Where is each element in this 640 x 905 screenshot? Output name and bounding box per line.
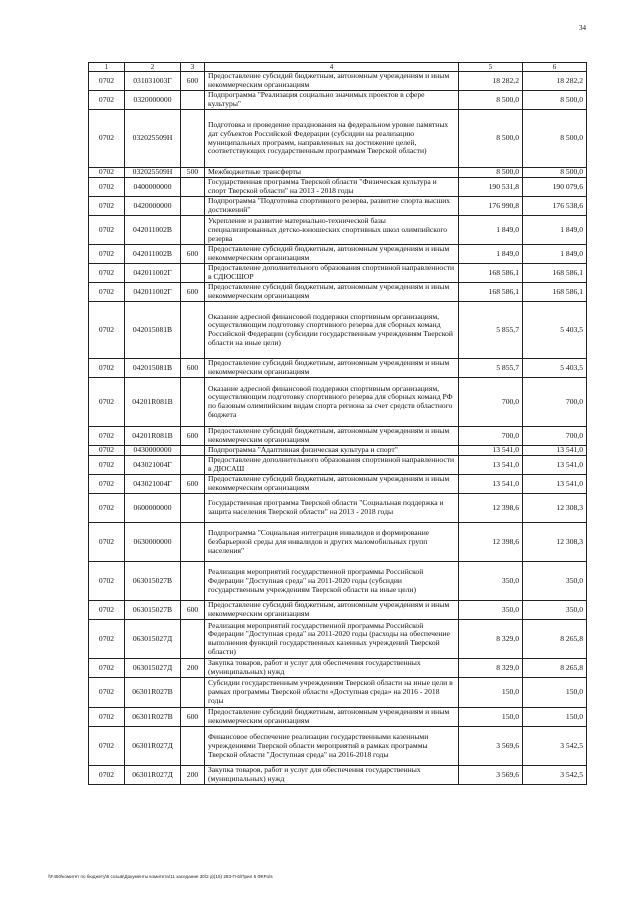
item-name: Закупка товаров, работ и услуг для обеспечения государственных (муниципальных) нужд: [205, 659, 459, 678]
expense-type-code: 600: [181, 601, 205, 620]
table-row: [89, 283, 587, 302]
table-row: [89, 727, 587, 766]
expense-type-code: 600: [181, 708, 205, 727]
expense-type-code: [181, 264, 205, 283]
amount-plan: 5 855,7: [459, 359, 523, 378]
item-name: Государственная программа Тверской области "Физическая культура и спорт Тверской области" на 2013 - 2018 годы: [205, 178, 459, 197]
amount-actual: 18 282,2: [523, 72, 587, 91]
target-article-code: 042015081В: [125, 302, 181, 359]
target-article-code: 0420000000: [125, 197, 181, 216]
item-name: Подготовка и проведение празднования на федеральном уровне памятных дат субъектов Российской Федерации (субсидии на реализацию муниципальных программ, направленных на достижение целей, соответствующих государственным программам Тверской области): [205, 110, 459, 168]
target-article-code: 043021004Г: [125, 475, 181, 494]
amount-plan: 5 855,7: [459, 302, 523, 359]
section-code: 0702: [89, 302, 125, 359]
amount-actual: 3 542,5: [523, 727, 587, 766]
item-name: Предоставление субсидий бюджетным, автономным учреждениям и иным некоммерческим организациям: [205, 359, 459, 378]
item-name: Предоставление субсидий бюджетным, автономным учреждениям и иным некоммерческим организациям: [205, 72, 459, 91]
amount-actual: 13 541,0: [523, 475, 587, 494]
amount-actual: 150,0: [523, 678, 587, 708]
amount-actual: 1 849,0: [523, 216, 587, 245]
section-code: 0702: [89, 264, 125, 283]
header-col-3: 3: [181, 63, 205, 72]
amount-plan: 150,0: [459, 678, 523, 708]
item-name: Предоставление субсидий бюджетным, автономным учреждениям и иным некоммерческим организациям: [205, 427, 459, 446]
expense-type-code: [181, 378, 205, 427]
item-name: Закупка товаров, работ и услуг для обеспечения государственных (муниципальных) нужд: [205, 766, 459, 785]
section-code: 0702: [89, 197, 125, 216]
expense-type-code: 500: [181, 168, 205, 178]
amount-actual: 5 403,5: [523, 302, 587, 359]
table-row: [89, 264, 587, 283]
item-name: Предоставление субсидий бюджетным, автономным учреждениям и иным некоммерческим организациям: [205, 283, 459, 302]
file-path-footer: \\F450\комитет по бюджету\6 созыв\Документы комитета\11 заседание 30\2 д\(15) 283-П-6\Прил 5 ФКР.xls: [48, 874, 273, 879]
item-name: Предоставление дополнительного образования спортивной направленности в ДЮСАШ: [205, 456, 459, 475]
target-article-code: 063015027Д: [125, 620, 181, 659]
amount-plan: 1 849,0: [459, 216, 523, 245]
section-code: 0702: [89, 359, 125, 378]
amount-plan: 168 586,1: [459, 264, 523, 283]
expense-type-code: [181, 494, 205, 523]
expense-type-code: [181, 456, 205, 475]
amount-actual: 8 265,8: [523, 620, 587, 659]
target-article-code: 0400000000: [125, 178, 181, 197]
amount-actual: 168 586,1: [523, 283, 587, 302]
target-article-code: 0630000000: [125, 523, 181, 562]
amount-plan: 700,0: [459, 427, 523, 446]
target-article-code: 032025509Н: [125, 168, 181, 178]
amount-plan: 8 329,0: [459, 620, 523, 659]
target-article-code: 06301R027В: [125, 678, 181, 708]
section-code: 0702: [89, 620, 125, 659]
expense-type-code: [181, 727, 205, 766]
expense-type-code: 600: [181, 283, 205, 302]
table-row: [89, 494, 587, 523]
amount-plan: 18 282,2: [459, 72, 523, 91]
amount-actual: 13 541,0: [523, 446, 587, 456]
amount-actual: 8 500,0: [523, 168, 587, 178]
amount-plan: 8 500,0: [459, 110, 523, 168]
expense-type-code: [181, 216, 205, 245]
expense-type-code: [181, 523, 205, 562]
amount-actual: 3 542,5: [523, 766, 587, 785]
target-article-code: 04201R081В: [125, 427, 181, 446]
item-name: Реализация мероприятий государственной программы Российской Федерации "Доступная среда" на 2011-2020 годы (субсидии государственным учреждениям Тверской области на иные цели): [205, 562, 459, 601]
section-code: 0702: [89, 456, 125, 475]
amount-actual: 190 079,6: [523, 178, 587, 197]
amount-actual: 8 265,8: [523, 659, 587, 678]
item-name: Оказание адресной финансовой поддержки спортивным организациям, осуществляющим подготовку спортивного резерва для сборных команд РФ по базовым олимпийским видам спорта региона за счет средств областного бюджета: [205, 378, 459, 427]
expense-type-code: 600: [181, 359, 205, 378]
target-article-code: 042015081В: [125, 359, 181, 378]
table-row: [89, 562, 587, 601]
amount-plan: 176 990,8: [459, 197, 523, 216]
item-name: Предоставление субсидий бюджетным, автономным учреждениям и иным некоммерческим организациям: [205, 708, 459, 727]
table-row: [89, 523, 587, 562]
amount-actual: 13 541,0: [523, 456, 587, 475]
item-name: Финансовое обеспечение реализации государственными казенными учреждениями Тверской области мероприятий в рамках программы Тверской области "Доступная среда" на 2016-2018 годы: [205, 727, 459, 766]
target-article-code: 0430000000: [125, 446, 181, 456]
header-col-2: 2: [125, 63, 181, 72]
section-code: 0702: [89, 245, 125, 264]
amount-actual: 700,0: [523, 427, 587, 446]
header-col-5: 5: [459, 63, 523, 72]
amount-plan: 3 569,6: [459, 766, 523, 785]
section-code: 0702: [89, 475, 125, 494]
item-name: Предоставление субсидий бюджетным, автономным учреждениям и иным некоммерческим организациям: [205, 475, 459, 494]
item-name: Субсидии государственным учреждениям Тверской области на иные цели в рамках программы Тверской области «Доступная среда» на 2016 - 2018 годы: [205, 678, 459, 708]
table-row: [89, 446, 587, 456]
amount-actual: 168 586,1: [523, 264, 587, 283]
target-article-code: 0600000000: [125, 494, 181, 523]
amount-actual: 5 403,5: [523, 359, 587, 378]
item-name: Укрепление и развитие материально-технической базы специализированных детско-юношеских спортивных школ олимпийского резерва: [205, 216, 459, 245]
table-row: [89, 601, 587, 620]
item-name: Государственная программа Тверской области "Социальная поддержка и защита населения Тверской области" на 2013 - 2018 годы: [205, 494, 459, 523]
header-col-1: 1: [89, 63, 125, 72]
section-code: 0702: [89, 168, 125, 178]
table-row: [89, 378, 587, 427]
page-number: 34: [579, 24, 586, 32]
target-article-code: 032025509Н: [125, 110, 181, 168]
section-code: 0702: [89, 766, 125, 785]
section-code: 0702: [89, 110, 125, 168]
target-article-code: 063015027Д: [125, 659, 181, 678]
amount-plan: 8 500,0: [459, 91, 523, 110]
table-row: [89, 216, 587, 245]
expense-type-code: 600: [181, 475, 205, 494]
item-name: Подпрограмма "Реализация социально значимых проектов в сфере культуры": [205, 91, 459, 110]
amount-plan: 150,0: [459, 708, 523, 727]
expense-type-code: [181, 620, 205, 659]
table-row: [89, 91, 587, 110]
section-code: 0702: [89, 601, 125, 620]
expense-type-code: [181, 178, 205, 197]
target-article-code: 042011002Г: [125, 283, 181, 302]
amount-plan: 350,0: [459, 601, 523, 620]
amount-plan: 8 329,0: [459, 659, 523, 678]
target-article-code: 042011002В: [125, 245, 181, 264]
header-col-6: 6: [523, 63, 587, 72]
expense-type-code: 600: [181, 245, 205, 264]
section-code: 0702: [89, 727, 125, 766]
amount-actual: 350,0: [523, 562, 587, 601]
amount-plan: 13 541,0: [459, 475, 523, 494]
target-article-code: 063015027В: [125, 601, 181, 620]
section-code: 0702: [89, 708, 125, 727]
expense-type-code: 200: [181, 659, 205, 678]
amount-actual: 8 500,0: [523, 110, 587, 168]
table-row: [89, 708, 587, 727]
table-row: [89, 302, 587, 359]
amount-plan: 3 569,6: [459, 727, 523, 766]
amount-plan: 13 541,0: [459, 456, 523, 475]
target-article-code: 06301R027Д: [125, 727, 181, 766]
expense-type-code: [181, 678, 205, 708]
section-code: 0702: [89, 283, 125, 302]
table-row: [89, 620, 587, 659]
section-code: 0702: [89, 446, 125, 456]
item-name: Реализация мероприятий государственной программы Российской Федерации "Доступная среда" на 2011-2020 годы (расходы на обеспечение выполнения функций государственных казенных учреждений Тверской области): [205, 620, 459, 659]
section-code: 0702: [89, 91, 125, 110]
table-row: [89, 427, 587, 446]
section-code: 0702: [89, 562, 125, 601]
table-row: [89, 168, 587, 178]
section-code: 0702: [89, 378, 125, 427]
item-name: Подпрограмма "Социальная интеграция инвалидов и формирование безбарьерной среды для инвалидов и других маломобильных групп населения": [205, 523, 459, 562]
item-name: Оказание адресной финансовой поддержки спортивным организациям, осуществляющим подготовку спортивного резерва для сборных команд Российской Федерации (субсидии государственным учреждениям Тверской области на иные цели): [205, 302, 459, 359]
amount-actual: 176 538,6: [523, 197, 587, 216]
amount-plan: 12 398,6: [459, 494, 523, 523]
expense-type-code: [181, 562, 205, 601]
expense-type-code: [181, 302, 205, 359]
target-article-code: 043021004Г: [125, 456, 181, 475]
target-article-code: 063015027В: [125, 562, 181, 601]
table-header-row: [89, 63, 587, 72]
expense-type-code: 600: [181, 427, 205, 446]
section-code: 0702: [89, 178, 125, 197]
table-row: [89, 659, 587, 678]
table-row: [89, 475, 587, 494]
target-article-code: 031031003Г: [125, 72, 181, 91]
amount-actual: 700,0: [523, 378, 587, 427]
amount-plan: 168 586,1: [459, 283, 523, 302]
item-name: Предоставление дополнительного образования спортивной направленности в СДЮСШОР: [205, 264, 459, 283]
budget-table: [88, 62, 587, 785]
section-code: 0702: [89, 427, 125, 446]
expense-type-code: [181, 197, 205, 216]
item-name: Подпрограмма "Подготовка спортивного резерва, развитие спорта высших достижений": [205, 197, 459, 216]
section-code: 0702: [89, 216, 125, 245]
table-row: [89, 359, 587, 378]
expense-type-code: [181, 91, 205, 110]
header-col-4: 4: [205, 63, 459, 72]
table-row: [89, 178, 587, 197]
item-name: Предоставление субсидий бюджетным, автономным учреждениям и иным некоммерческим организациям: [205, 601, 459, 620]
table-row: [89, 72, 587, 91]
amount-actual: 12 308,3: [523, 523, 587, 562]
table-row: [89, 197, 587, 216]
amount-actual: 350,0: [523, 601, 587, 620]
amount-actual: 1 849,0: [523, 245, 587, 264]
amount-plan: 190 531,8: [459, 178, 523, 197]
target-article-code: 04201R081В: [125, 378, 181, 427]
amount-actual: 8 500,0: [523, 91, 587, 110]
item-name: Предоставление субсидий бюджетным, автономным учреждениям и иным некоммерческим организациям: [205, 245, 459, 264]
section-code: 0702: [89, 72, 125, 91]
amount-plan: 350,0: [459, 562, 523, 601]
target-article-code: 042011002Г: [125, 264, 181, 283]
target-article-code: 06301R027В: [125, 708, 181, 727]
amount-plan: 700,0: [459, 378, 523, 427]
amount-plan: 13 541,0: [459, 446, 523, 456]
item-name: Подпрограмма "Адаптивная физическая культура и спорт": [205, 446, 459, 456]
target-article-code: 0320000000: [125, 91, 181, 110]
target-article-code: 042011002В: [125, 216, 181, 245]
target-article-code: 06301R027Д: [125, 766, 181, 785]
section-code: 0702: [89, 678, 125, 708]
item-name: Межбюджетные трансферты: [205, 168, 459, 178]
amount-actual: 150,0: [523, 708, 587, 727]
section-code: 0702: [89, 523, 125, 562]
section-code: 0702: [89, 659, 125, 678]
amount-actual: 12 308,3: [523, 494, 587, 523]
amount-plan: 1 849,0: [459, 245, 523, 264]
expense-type-code: 200: [181, 766, 205, 785]
table-row: [89, 245, 587, 264]
amount-plan: 8 500,0: [459, 168, 523, 178]
expense-type-code: [181, 446, 205, 456]
section-code: 0702: [89, 494, 125, 523]
table-row: [89, 766, 587, 785]
table-row: [89, 678, 587, 708]
table-row: [89, 110, 587, 168]
expense-type-code: [181, 110, 205, 168]
amount-plan: 12 398,6: [459, 523, 523, 562]
table-row: [89, 456, 587, 475]
expense-type-code: 600: [181, 72, 205, 91]
